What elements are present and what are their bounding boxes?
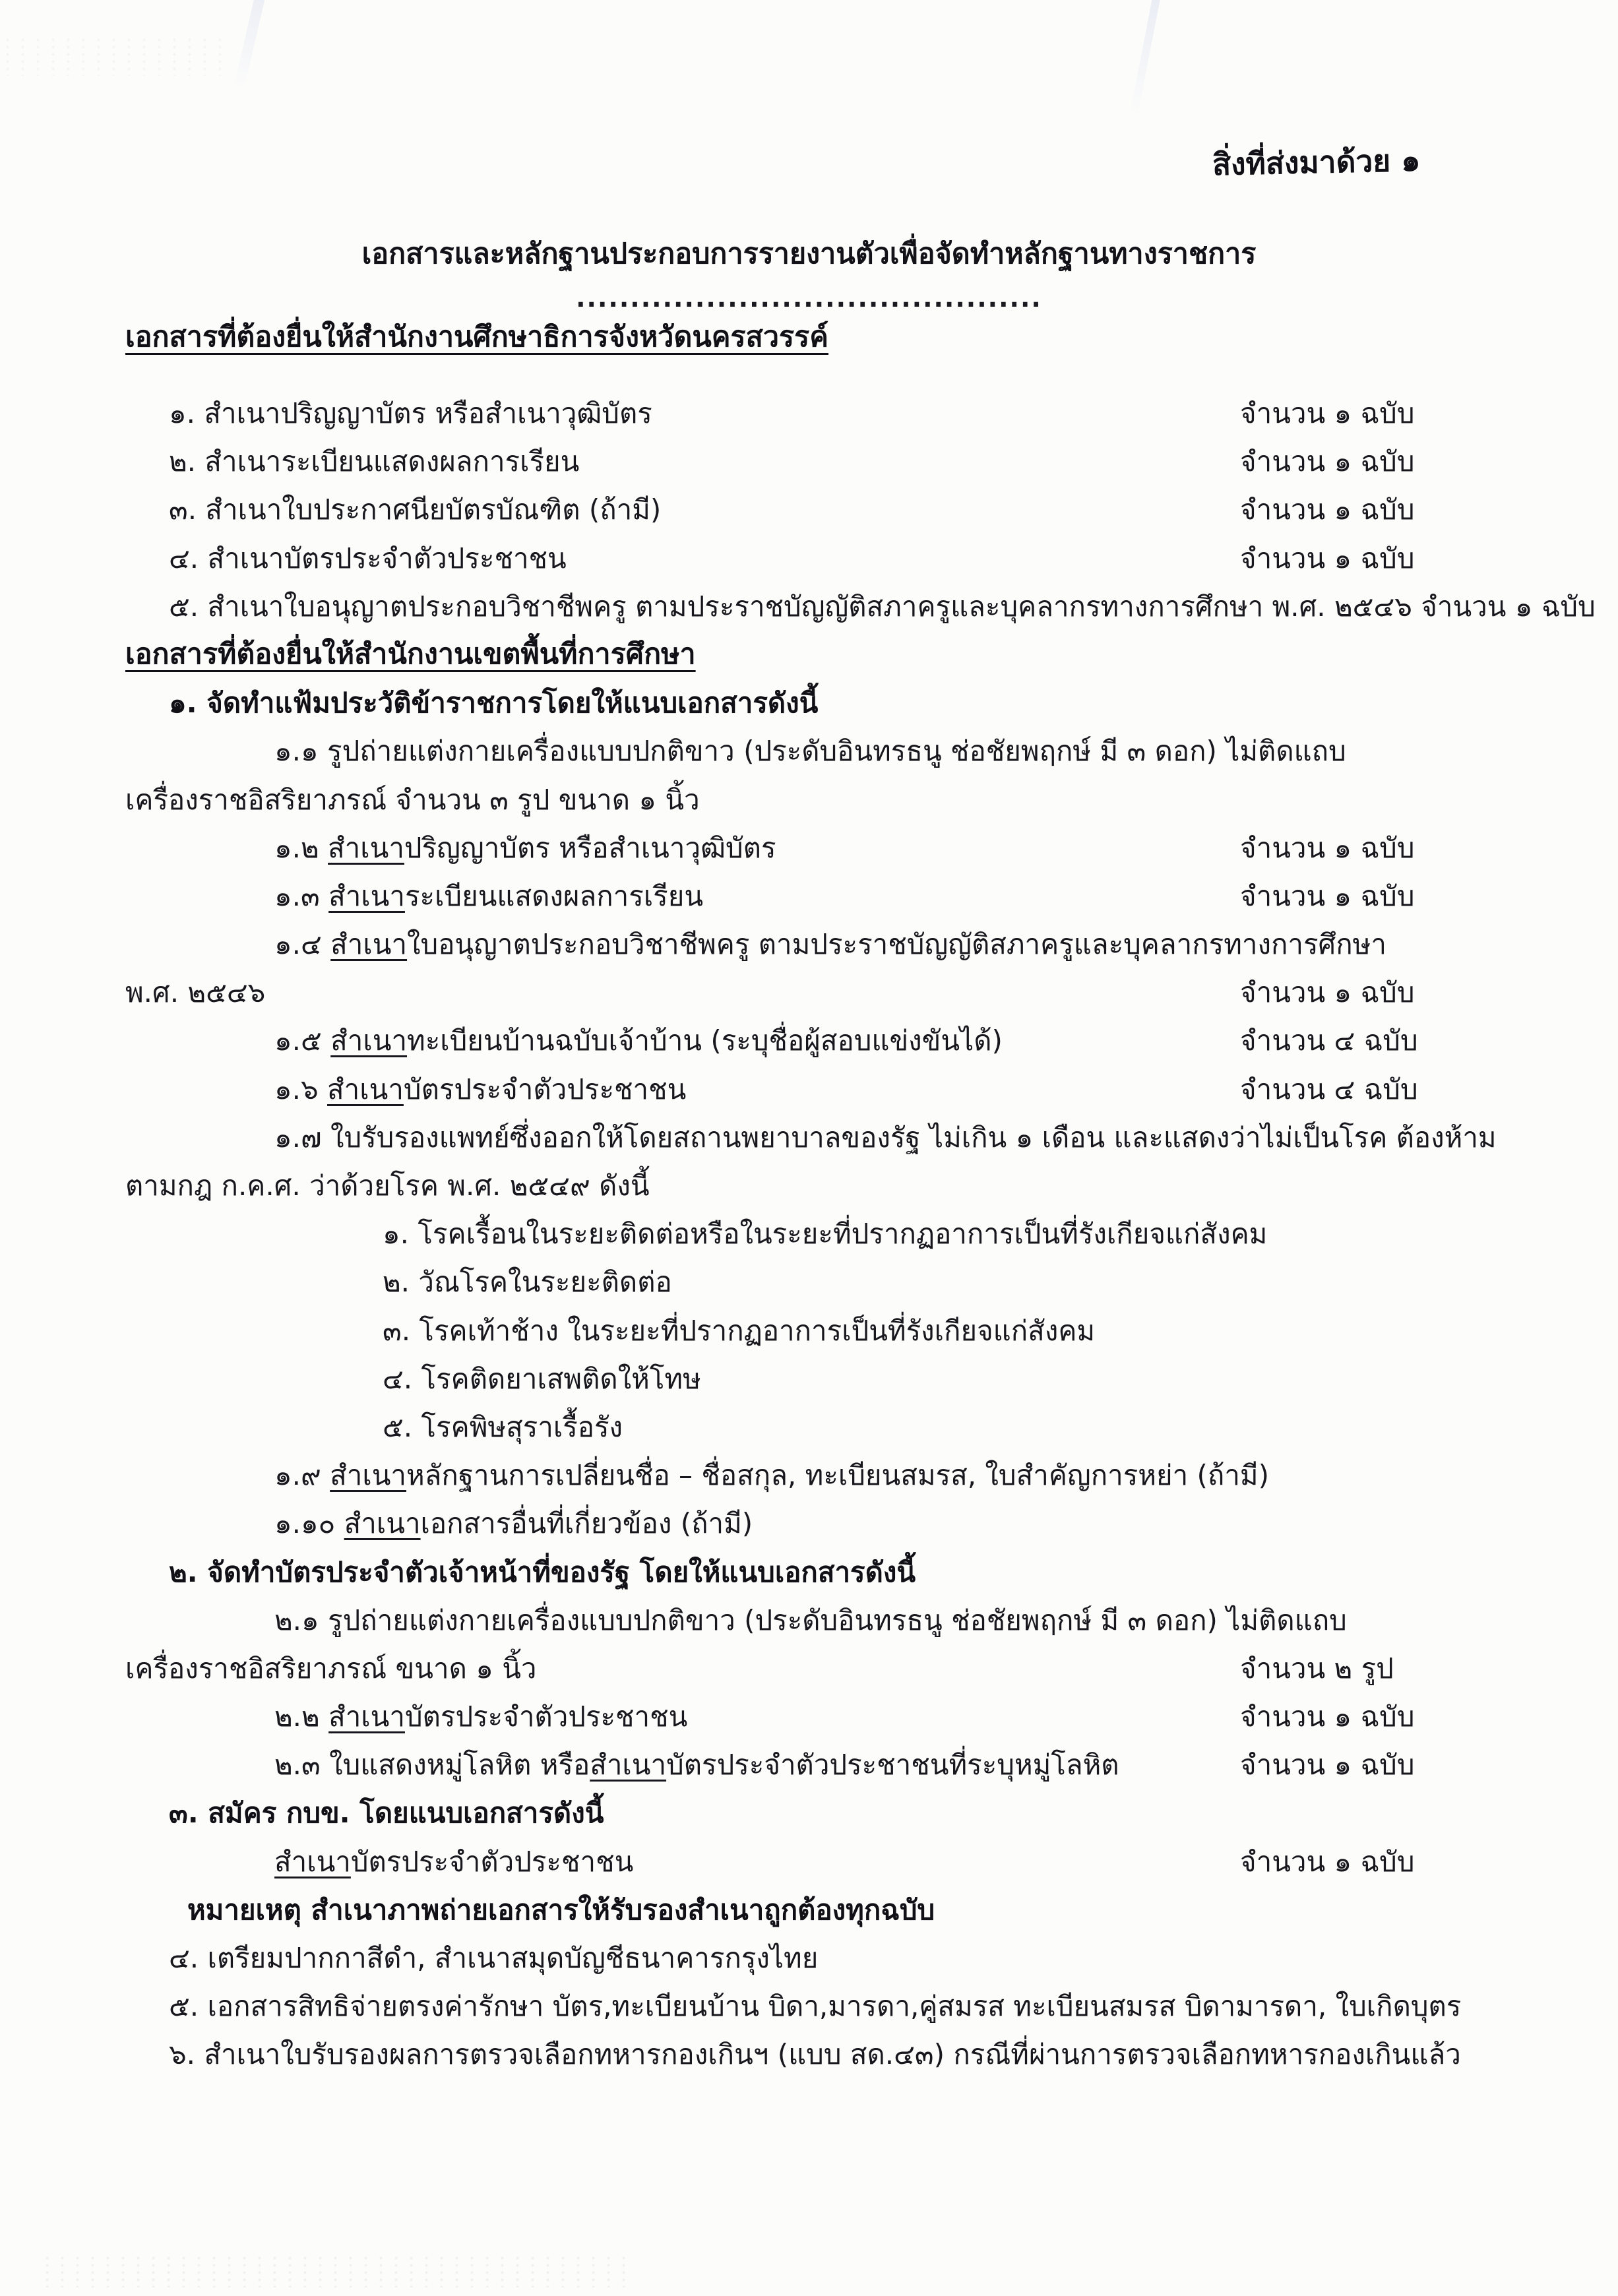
- document-body: [0, 389, 1618, 2079]
- doc-line-text: [169, 542, 567, 574]
- doc-line: [0, 1113, 1618, 1162]
- underlined-text: สำเนา: [330, 1459, 406, 1492]
- doc-line-text: [125, 1169, 650, 1202]
- doc-line: [0, 1548, 1618, 1596]
- doc-line-text: [274, 928, 1386, 960]
- quantity-label: จำนวน ๒ รูป: [1240, 1652, 1394, 1685]
- doc-line: [0, 1838, 1618, 1886]
- scan-noise: [0, 36, 224, 76]
- underlined-text: สำเนา: [330, 928, 408, 961]
- text-segment: ๕. เอกสารสิทธิจ่ายตรงค่ารักษา บัตร,ทะเบียนบ้าน บิดา,มารดา,คู่สมรส ทะเบียนสมรส บิดามารดา, ใบเกิดบุตร: [169, 1990, 1462, 2023]
- doc-line-text: [274, 1024, 1003, 1057]
- doc-line-text: [274, 1846, 633, 1878]
- text-segment: ๓. สำเนาใบประกาศนียบัตรบัณฑิต (ถ้ามี): [169, 493, 662, 526]
- text-segment: ๑.๔: [274, 928, 331, 961]
- doc-line: [0, 2030, 1618, 2078]
- text-segment: ๑. โรคเรื้อนในระยะติดต่อหรือในระยะที่ปรากฏอาการเป็นที่รังเกียจแก่สังคม: [383, 1218, 1268, 1251]
- doc-line-text: [274, 1073, 686, 1105]
- doc-line: [0, 920, 1618, 968]
- doc-line-text: [274, 1121, 1497, 1154]
- doc-line-text: [383, 1315, 1095, 1347]
- doc-line: [0, 1644, 1618, 1692]
- doc-line-text: [169, 1942, 818, 1974]
- doc-line: [0, 1789, 1618, 1837]
- doc-line-text: [169, 2038, 1461, 2070]
- text-segment: ๖. สำเนาใบรับรองผลการตรวจเลือกทหารกองเกินฯ (แบบ สด.๔๓) กรณีที่ผ่านการตรวจเลือกทหารกองเกินแล้ว: [169, 2038, 1461, 2071]
- quantity-label: จำนวน ๔ ฉบับ: [1240, 1024, 1418, 1057]
- doc-line: [0, 1162, 1618, 1210]
- text-segment: ๒.๒: [274, 1700, 329, 1733]
- text-segment: ๑. สำเนาปริญญาบัตร หรือสำเนาวุฒิบัตร: [169, 397, 652, 429]
- doc-line: [0, 824, 1618, 872]
- doc-line: [0, 1065, 1618, 1113]
- text-segment: เครื่องราชอิสริยาภรณ์ ขนาด ๑ นิ้ว: [125, 1652, 537, 1685]
- doc-line-text: [383, 1363, 701, 1395]
- text-segment: เอกสารอื่นที่เกี่ยวข้อง (ถ้ามี): [420, 1507, 753, 1540]
- doc-line-text: [274, 1507, 753, 1539]
- doc-line-text: [383, 1266, 672, 1298]
- text-segment: ๑.๒: [274, 831, 328, 864]
- scan-streak: [233, 0, 265, 92]
- quantity-label: จำนวน ๑ ฉบับ: [1240, 397, 1415, 429]
- doc-line-text: [169, 590, 1596, 623]
- doc-line-text: [169, 1797, 604, 1829]
- document-title: เอกสารและหลักฐานประกอบการรายงานตัวเพื่อจัดทำหลักฐานทางราชการ: [361, 237, 1257, 270]
- quantity-label: จำนวน ๑ ฉบับ: [1240, 1700, 1415, 1733]
- scan-streak: [1129, 0, 1161, 118]
- doc-line-text: [274, 1700, 687, 1733]
- doc-line-text: [169, 1556, 916, 1588]
- doc-line-text: [383, 1411, 623, 1443]
- quantity-label: จำนวน ๑ ฉบับ: [1240, 542, 1415, 574]
- doc-line-text: [125, 1652, 537, 1685]
- text-segment: ๑. จัดทำแฟ้มประวัติข้าราชการโดยให้แนบเอกสารดังนี้: [169, 687, 819, 720]
- doc-line-text: [125, 976, 265, 1008]
- text-segment: บัตรประจำตัวประชาชน: [403, 1072, 687, 1105]
- underlined-text: สำเนา: [344, 1507, 421, 1540]
- doc-line: [0, 1307, 1618, 1355]
- text-segment: พ.ศ. ๒๕๔๖: [125, 976, 266, 1009]
- text-segment: ๑.๙: [274, 1459, 330, 1492]
- doc-line: [0, 727, 1618, 775]
- text-segment: ๑.๖: [274, 1072, 328, 1105]
- quantity-label: จำนวน ๑ ฉบับ: [1240, 976, 1415, 1009]
- doc-line: [0, 1210, 1618, 1258]
- quantity-label: จำนวน ๑ ฉบับ: [1240, 831, 1415, 864]
- doc-line-text: [125, 638, 696, 671]
- doc-line-text: [169, 1990, 1461, 2022]
- doc-line-text: [274, 1749, 1119, 1781]
- underlined-text: สำเนา: [274, 1845, 351, 1878]
- text-segment: บัตรประจำตัวประชาชน: [404, 1700, 688, 1733]
- doc-line-text: [169, 493, 661, 526]
- text-segment: ๓. โรคเท้าช้าง ในระยะที่ปรากฏอาการเป็นที่รังเกียจแก่สังคม: [383, 1314, 1096, 1347]
- doc-line-text: [383, 1218, 1267, 1250]
- doc-line: [0, 1596, 1618, 1644]
- quantity-label: จำนวน ๑ ฉบับ: [1240, 879, 1415, 912]
- text-segment: ระเบียนแสดงผลการเรียน: [404, 879, 704, 912]
- text-segment: ๑.๕: [274, 1024, 331, 1057]
- text-segment: ๑.๗ ใบรับรองแพทย์ซึ่งออกให้โดยสถานพยาบาลของรัฐ ไม่เกิน ๑ เดือน และแสดงว่าไม่เป็นโรค ต้องห้าม: [274, 1121, 1497, 1154]
- doc-line-text: [274, 880, 703, 912]
- text-segment: ๔. โรคติดยาเสพติดให้โทษ: [383, 1362, 701, 1395]
- doc-line: [0, 1258, 1618, 1306]
- text-segment: หลักฐานการเปลี่ยนชื่อ – ชื่อสกุล, ทะเบียนสมรส, ใบสำคัญการหย่า (ถ้ามี): [406, 1459, 1269, 1492]
- doc-line-text: [169, 687, 818, 719]
- text-segment: ๒. จัดทำบัตรประจำตัวเจ้าหน้าที่ของรัฐ โดยให้แนบเอกสารดังนี้: [169, 1555, 916, 1588]
- text-segment: ๑.๑ รูปถ่ายแต่งกายเครื่องแบบปกติขาว (ประดับอินทรธนู ช่อชัยพฤกษ์ มี ๓ ดอก) ไม่ติดแถบ: [274, 735, 1346, 768]
- doc-line-text: [187, 1894, 935, 1926]
- doc-line: [0, 1499, 1618, 1547]
- text-segment: บัตรประจำตัวประชาชน: [350, 1845, 634, 1878]
- doc-line: [0, 776, 1618, 824]
- text-segment: ๔. เตรียมปากกาสีดำ, สำเนาสมุดบัญชีธนาคารกรุงไทย: [169, 1942, 819, 1974]
- underlined-text: สำเนา: [330, 1024, 408, 1057]
- text-segment: ๒. วัณโรคในระยะติดต่อ: [383, 1266, 672, 1299]
- text-segment: ทะเบียนบ้านฉบับเจ้าบ้าน (ระบุชื่อผู้สอบแข่งขันได้): [407, 1024, 1003, 1057]
- underlined-text: สำเนา: [328, 831, 404, 864]
- underlined-text: สำเนา: [590, 1749, 667, 1782]
- quantity-label: จำนวน ๑ ฉบับ: [1240, 493, 1415, 526]
- doc-line: [0, 389, 1618, 437]
- text-segment: บัตรประจำตัวประชาชนที่ระบุหมู่โลหิต: [666, 1749, 1119, 1782]
- text-segment: เอกสารที่ต้องยื่นให้สำนักงานเขตพื้นที่การศึกษา: [125, 637, 696, 671]
- doc-line: [0, 968, 1618, 1016]
- quantity-label: จำนวน ๔ ฉบับ: [1240, 1072, 1418, 1105]
- doc-line-text: [125, 784, 700, 816]
- underlined-text: สำเนา: [327, 1072, 404, 1105]
- underlined-text: สำเนา: [328, 1700, 405, 1733]
- doc-line-text: [274, 832, 776, 864]
- doc-line: [0, 437, 1618, 485]
- doc-line: [0, 1886, 1618, 1934]
- text-segment: ๒. สำเนาระเบียนแสดงผลการเรียน: [169, 445, 580, 478]
- doc-line: [0, 1016, 1618, 1065]
- attachment-note: สิ่งที่ส่งมาด้วย ๑: [1212, 142, 1421, 183]
- doc-line: [0, 534, 1618, 582]
- dotted-divider: ...........................................: [576, 284, 1042, 313]
- quantity-label: จำนวน ๑ ฉบับ: [1240, 1845, 1415, 1878]
- text-segment: ๓. สมัคร กบข. โดยแนบเอกสารดังนี้: [169, 1797, 604, 1830]
- text-segment: ๔. สำเนาบัตรประจำตัวประชาชน: [169, 542, 567, 574]
- text-segment: ตามกฎ ก.ค.ศ. ว่าด้วยโรค พ.ศ. ๒๕๔๙ ดังนี้: [125, 1169, 650, 1202]
- doc-line: [0, 1355, 1618, 1403]
- scan-noise: [40, 2254, 633, 2287]
- doc-line-text: [274, 1604, 1347, 1636]
- doc-line: [0, 485, 1618, 534]
- doc-line: [0, 1934, 1618, 1982]
- doc-line: [0, 1451, 1618, 1499]
- doc-line-text: [274, 735, 1346, 767]
- section-heading-provincial-education-office: เอกสารที่ต้องยื่นให้สำนักงานศึกษาธิการจังหวัดนครสวรรค์: [125, 321, 828, 354]
- doc-line: [0, 872, 1618, 920]
- doc-line: [0, 1403, 1618, 1451]
- text-segment: ปริญญาบัตร หรือสำเนาวุฒิบัตร: [404, 831, 776, 864]
- quantity-label: จำนวน ๑ ฉบับ: [1240, 445, 1415, 478]
- doc-line: [0, 1741, 1618, 1789]
- text-segment: หมายเหตุ สำเนาภาพถ่ายเอกสารให้รับรองสำเนาถูกต้องทุกฉบับ: [187, 1893, 935, 1926]
- text-segment: ๑.๓: [274, 879, 329, 912]
- text-segment: ๑.๑๐: [274, 1507, 344, 1540]
- doc-line: [0, 582, 1618, 631]
- text-segment: ๕. โรคพิษสุราเรื้อรัง: [383, 1410, 623, 1443]
- doc-line: [0, 1692, 1618, 1741]
- text-segment: ๒.๓ ใบแสดงหมู่โลหิต หรือ: [274, 1749, 590, 1782]
- text-segment: ใบอนุญาตประกอบวิชาชีพครู ตามประราชบัญญัติสภาครูและบุคลากรทางการศึกษา: [407, 928, 1386, 961]
- underlined-text: สำเนา: [328, 879, 405, 912]
- doc-line-text: [169, 397, 652, 429]
- text-segment: ๒.๑ รูปถ่ายแต่งกายเครื่องแบบปกติขาว (ประดับอินทรธนู ช่อชัยพฤกษ์ มี ๓ ดอก) ไม่ติดแถบ: [274, 1603, 1347, 1636]
- quantity-label: จำนวน ๑ ฉบับ: [1240, 1749, 1415, 1782]
- text-segment: ๕. สำเนาใบอนุญาตประกอบวิชาชีพครู ตามประราชบัญญัติสภาครูและบุคลากรทางการศึกษา พ.ศ. ๒๕๔๖ จำนวน ๑ ฉบับ: [169, 590, 1596, 623]
- doc-line: [0, 679, 1618, 727]
- doc-line-text: [169, 445, 579, 478]
- text-segment: เครื่องราชอิสริยาภรณ์ จำนวน ๓ รูป ขนาด ๑ นิ้ว: [125, 783, 700, 816]
- doc-line: [0, 1982, 1618, 2030]
- doc-line-text: [274, 1459, 1269, 1491]
- doc-line: [0, 631, 1618, 679]
